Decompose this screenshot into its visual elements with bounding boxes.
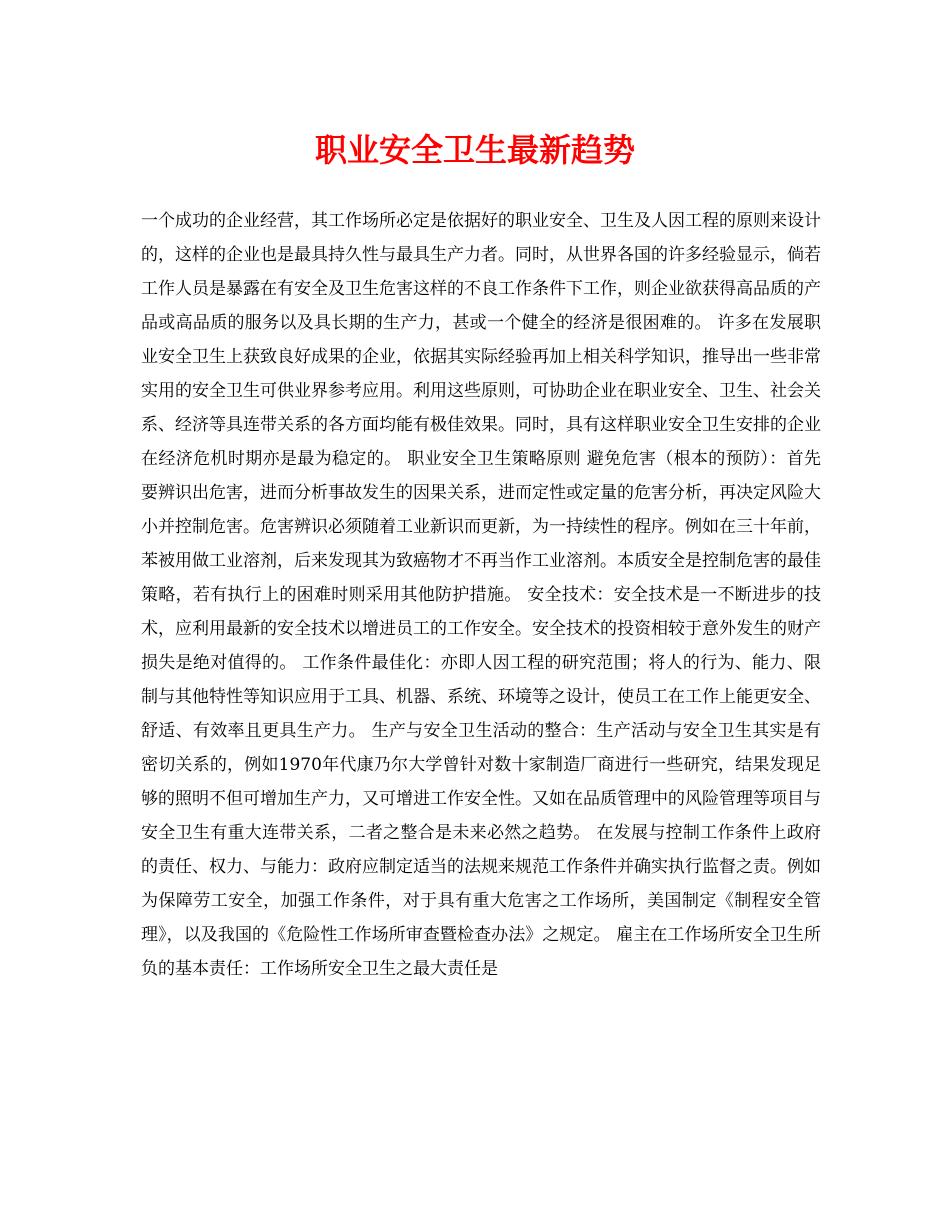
document-body: 一个成功的企业经营，其工作场所必定是依据好的职业安全、卫生及人因工程的原则来设计的，这样的企业也是最具持久性与最具生产力者。同时，从世界各国的许多经验显示，倘若工作人员是暴露在有安全及卫生危害这样的不良工作条件下工作，则企业欲获得高品质的产品或高品质的服务以及具长期的生产力，甚或一个健全的经济是很困难的。 许多在发展职业安全卫生上获致良好成果的企业，依据其实际经验再加上相关科学知识，推导出一些非常实用的安全卫生可供业界参考应用。利用这些原则，可协助企业在职业安全、卫生、社会关系、经济等具连带关系的各方面均能有极佳效果。同时，具有这样职业安全卫生安排的企业在经济危机时期亦是最为稳定的。 职业安全卫生策略原则 避免危害（根本的预防）：首先要辨识出危害，进而分析事故发生的因果关系，进而定性或定量的危害分析，再决定风险大小并控制危害。危害辨识必须随着工业新识而更新，为一持续性的程序。例如在三十年前，苯被用做工业溶剂，后来发现其为致癌物才不再当作工业溶剂。本质安全是控制危害的最佳策略，若有执行上的困难时则采用其他防护措施。 安全技术：安全技术是一不断进步的技术，应利用最新的安全技术以增进员工的工作安全。安全技术的投资相较于意外发生的财产损失是绝对值得的。 工作条件最佳化：亦即人因工程的研究范围；将人的行为、能力、限制与其他特性等知识应用于工具、机器、系统、环境等之设计，使员工在工作上能更安全、舒适、有效率且更具生产力。 生产与安全卫生活动的整合：生产活动与安全卫生其实是有密切关系的，例如1970年代康乃尔大学曾针对数十家制造厂商进行一些研究，结果发现足够的照明不但可增加生产力，又可增进工作安全性。又如在品质管理中的风险管理等项目与安全卫生有重大连带关系，二者之整合是未来必然之趋势。 在发展与控制工作条件上政府的责任、权力、与能力：政府应制定适当的法规来规范工作条件并确实执行监督之责。例如为保障劳工安全，加强工作条件，对于具有重大危害之工作场所，美国制定《制程安全管理》，以及我国的《危险性工作场所审查暨检查办法》之规定。 雇主在工作场所安全卫生所负的基本责任：工作场所安全卫生之最大责任是: [141, 211, 821, 979]
document-title: 职业安全卫生最新趋势: [314, 131, 635, 169]
